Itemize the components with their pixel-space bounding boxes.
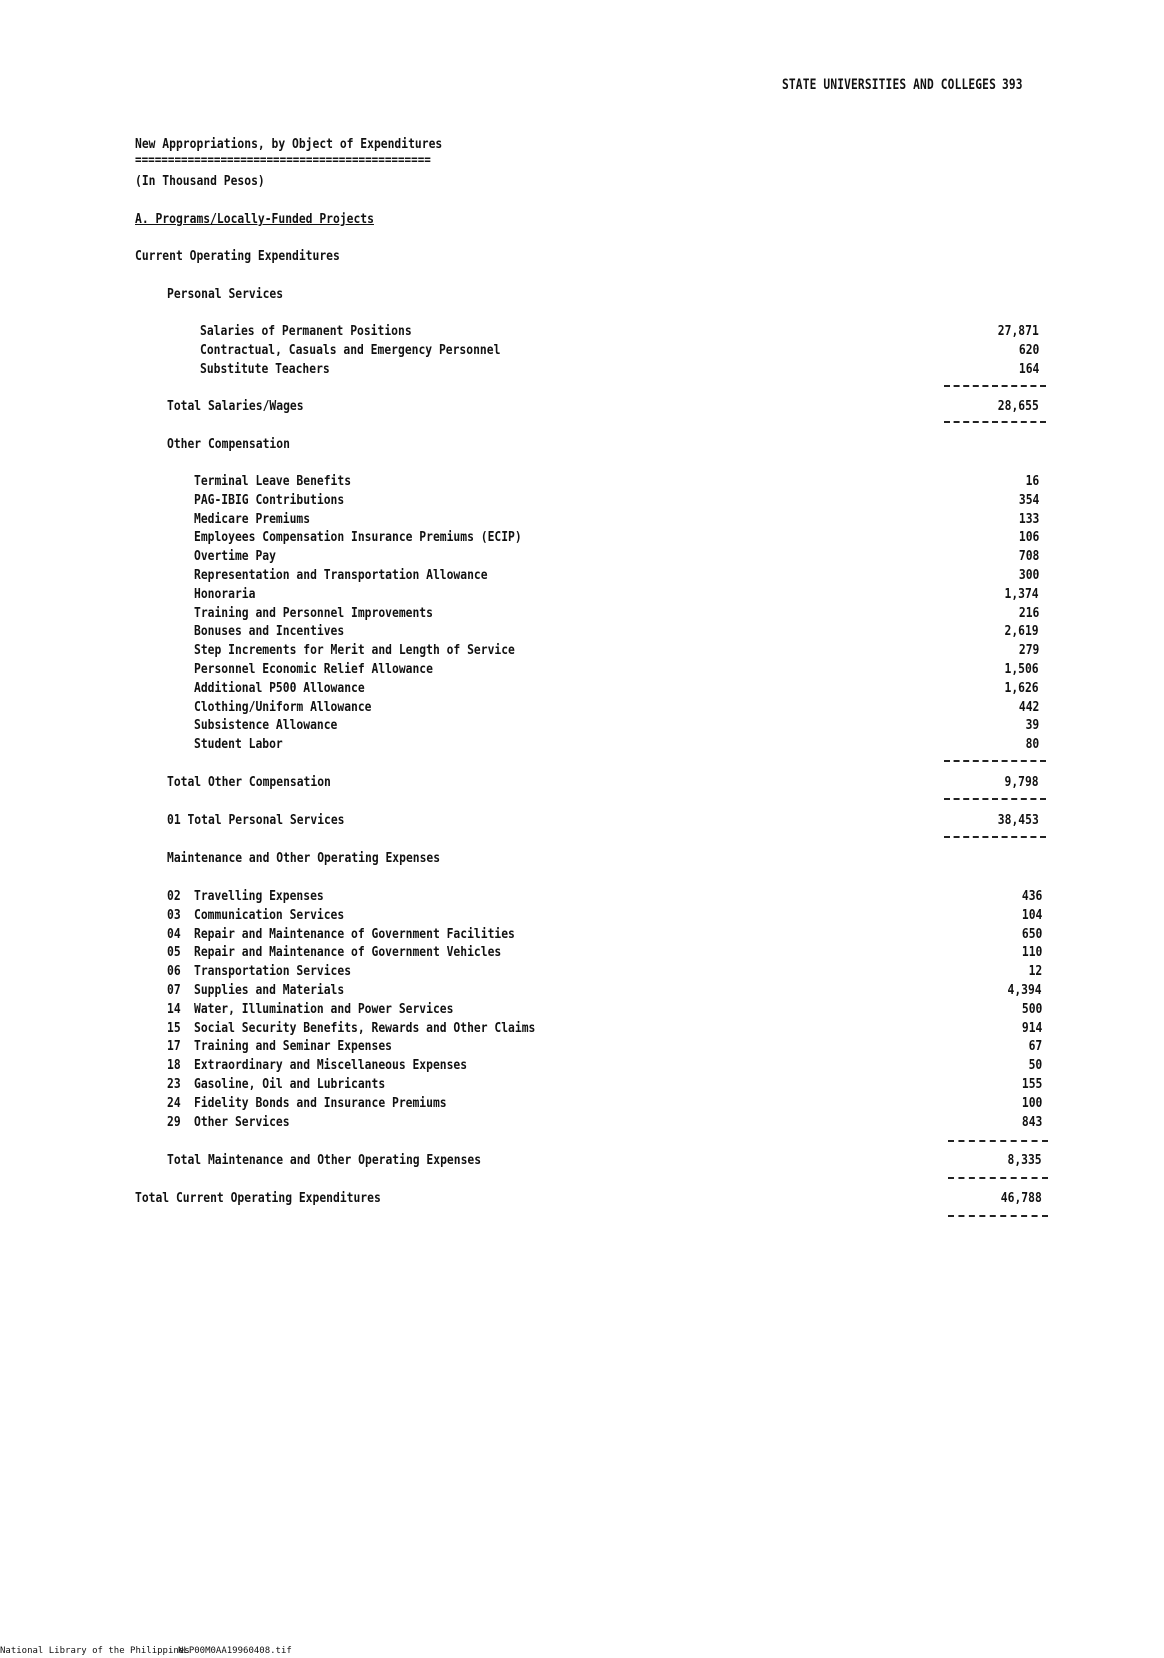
- row-label: Student Labor: [194, 736, 283, 753]
- total-salaries-value: 28,655: [998, 398, 1039, 414]
- running-header-section: STATE UNIVERSITIES AND COLLEGES: [782, 77, 996, 93]
- row-label: Contractual, Casuals and Emergency Personnel: [200, 342, 501, 358]
- row-label: Substitute Teachers: [200, 361, 330, 377]
- row-code: 05: [167, 944, 181, 961]
- row-value: 4,394: [1007, 982, 1042, 998]
- unit-note: (In Thousand Pesos): [135, 173, 265, 189]
- rule-personal-services-total: [944, 836, 1046, 838]
- row-value: 650: [1021, 925, 1042, 942]
- page-number: 393: [1002, 77, 1023, 93]
- row-label: PAG-IBIG Contributions: [194, 491, 345, 508]
- row-value: 620: [1018, 342, 1039, 358]
- page-title: New Appropriations, by Object of Expenditures: [135, 136, 443, 152]
- row-value: 442: [1018, 698, 1039, 715]
- rule-mooe-total: [948, 1177, 1048, 1179]
- total-other-compensation-value: 9,798: [1004, 774, 1039, 790]
- row-value: 155: [1021, 1076, 1042, 1092]
- row-code: 14: [167, 1000, 181, 1017]
- current-expenditures-heading: Current Operating Expenditures: [135, 248, 340, 264]
- row-value: 106: [1018, 529, 1039, 546]
- total-personal-services-label: 01 Total Personal Services: [167, 812, 345, 828]
- row-code: 17: [167, 1038, 181, 1055]
- total-current-expenditures-label: Total Current Operating Expenditures: [135, 1190, 381, 1206]
- row-label: Social Security Benefits, Rewards and Other Claims: [194, 1019, 536, 1036]
- row-label: Supplies and Materials: [194, 982, 345, 998]
- total-other-compensation-label: Total Other Compensation: [167, 774, 331, 790]
- row-label: Clothing/Uniform Allowance: [194, 698, 372, 715]
- row-value: 2,619: [1004, 623, 1039, 640]
- row-label: Water, Illumination and Power Services: [194, 1000, 454, 1017]
- row-value: 500: [1021, 1000, 1042, 1017]
- section-subtitle: A. Programs/Locally-Funded Projects: [135, 211, 374, 227]
- row-value: 104: [1021, 906, 1042, 923]
- rule-salaries-total: [944, 421, 1046, 423]
- footer-file: NLP00M0AA19960408.tif: [178, 1646, 292, 1656]
- rule-other-subtotal: [944, 760, 1046, 762]
- row-label: Training and Seminar Expenses: [194, 1038, 392, 1055]
- row-value: 12: [1028, 963, 1042, 980]
- rule-other-total: [944, 798, 1046, 800]
- row-label: Training and Personnel Improvements: [194, 604, 433, 621]
- total-mooe-value: 8,335: [1007, 1152, 1042, 1168]
- row-value: 100: [1021, 1094, 1042, 1111]
- row-value: 436: [1021, 888, 1042, 904]
- rule-salaries-subtotal: [944, 385, 1046, 387]
- row-code: 02: [167, 888, 181, 904]
- total-mooe-label: Total Maintenance and Other Operating Expenses: [167, 1152, 482, 1168]
- row-code: 23: [167, 1076, 181, 1092]
- total-current-expenditures-value: 46,788: [1001, 1190, 1042, 1206]
- mooe-heading: Maintenance and Other Operating Expenses: [167, 850, 441, 866]
- row-code: 03: [167, 906, 181, 923]
- row-label: Honoraria: [194, 585, 256, 602]
- row-label: Transportation Services: [194, 963, 352, 980]
- row-code: 07: [167, 982, 181, 998]
- row-label: Subsistence Allowance: [194, 717, 338, 734]
- row-code: 04: [167, 925, 181, 942]
- row-code: 24: [167, 1094, 181, 1111]
- row-label: Medicare Premiums: [194, 510, 311, 527]
- row-label: Fidelity Bonds and Insurance Premiums: [194, 1094, 447, 1111]
- row-value: 1,374: [1004, 585, 1039, 602]
- row-label: Overtime Pay: [194, 548, 276, 565]
- title-double-rule: =============================================: [135, 153, 431, 168]
- row-value: 354: [1018, 491, 1039, 508]
- row-label: Additional P500 Allowance: [194, 679, 365, 696]
- row-label: Extraordinary and Miscellaneous Expenses: [194, 1057, 468, 1074]
- row-code: 29: [167, 1113, 181, 1130]
- row-label: Repair and Maintenance of Government Vehicles: [194, 944, 502, 961]
- row-value: 27,871: [998, 323, 1039, 339]
- footer-library: National Library of the Philippines: [0, 1646, 190, 1656]
- row-label: Personnel Economic Relief Allowance: [194, 661, 433, 677]
- rule-mooe-subtotal: [948, 1140, 1048, 1142]
- row-label: Other Services: [194, 1113, 290, 1130]
- row-value: 133: [1018, 510, 1039, 527]
- personal-services-heading: Personal Services: [167, 286, 284, 302]
- total-personal-services-value: 38,453: [998, 812, 1039, 828]
- other-compensation-heading: Other Compensation: [167, 436, 290, 452]
- row-label: Repair and Maintenance of Government Facilities: [194, 925, 515, 942]
- row-value: 16: [1025, 473, 1039, 489]
- row-value: 1,506: [1004, 661, 1039, 677]
- row-value: 39: [1025, 717, 1039, 734]
- row-value: 279: [1018, 642, 1039, 659]
- row-label: Bonuses and Incentives: [194, 623, 345, 640]
- row-label: Representation and Transportation Allowance: [194, 567, 488, 583]
- row-value: 164: [1018, 361, 1039, 377]
- total-salaries-label: Total Salaries/Wages: [167, 398, 304, 414]
- row-value: 216: [1018, 604, 1039, 621]
- row-value: 708: [1018, 548, 1039, 565]
- rule-grand-total: [948, 1215, 1048, 1217]
- row-code: 18: [167, 1057, 181, 1074]
- row-value: 80: [1025, 736, 1039, 753]
- row-value: 300: [1018, 567, 1039, 583]
- row-label: Gasoline, Oil and Lubricants: [194, 1076, 386, 1092]
- row-value: 843: [1021, 1113, 1042, 1130]
- row-label: Salaries of Permanent Positions: [200, 323, 412, 339]
- row-code: 15: [167, 1019, 181, 1036]
- row-value: 50: [1028, 1057, 1042, 1074]
- row-label: Terminal Leave Benefits: [194, 473, 352, 489]
- row-value: 110: [1021, 944, 1042, 961]
- row-value: 67: [1028, 1038, 1042, 1055]
- row-label: Step Increments for Merit and Length of Service: [194, 642, 515, 659]
- row-code: 06: [167, 963, 181, 980]
- row-value: 914: [1021, 1019, 1042, 1036]
- row-label: Communication Services: [194, 906, 345, 923]
- row-label: Travelling Expenses: [194, 888, 324, 904]
- row-label: Employees Compensation Insurance Premiums (ECIP): [194, 529, 522, 546]
- row-value: 1,626: [1004, 679, 1039, 696]
